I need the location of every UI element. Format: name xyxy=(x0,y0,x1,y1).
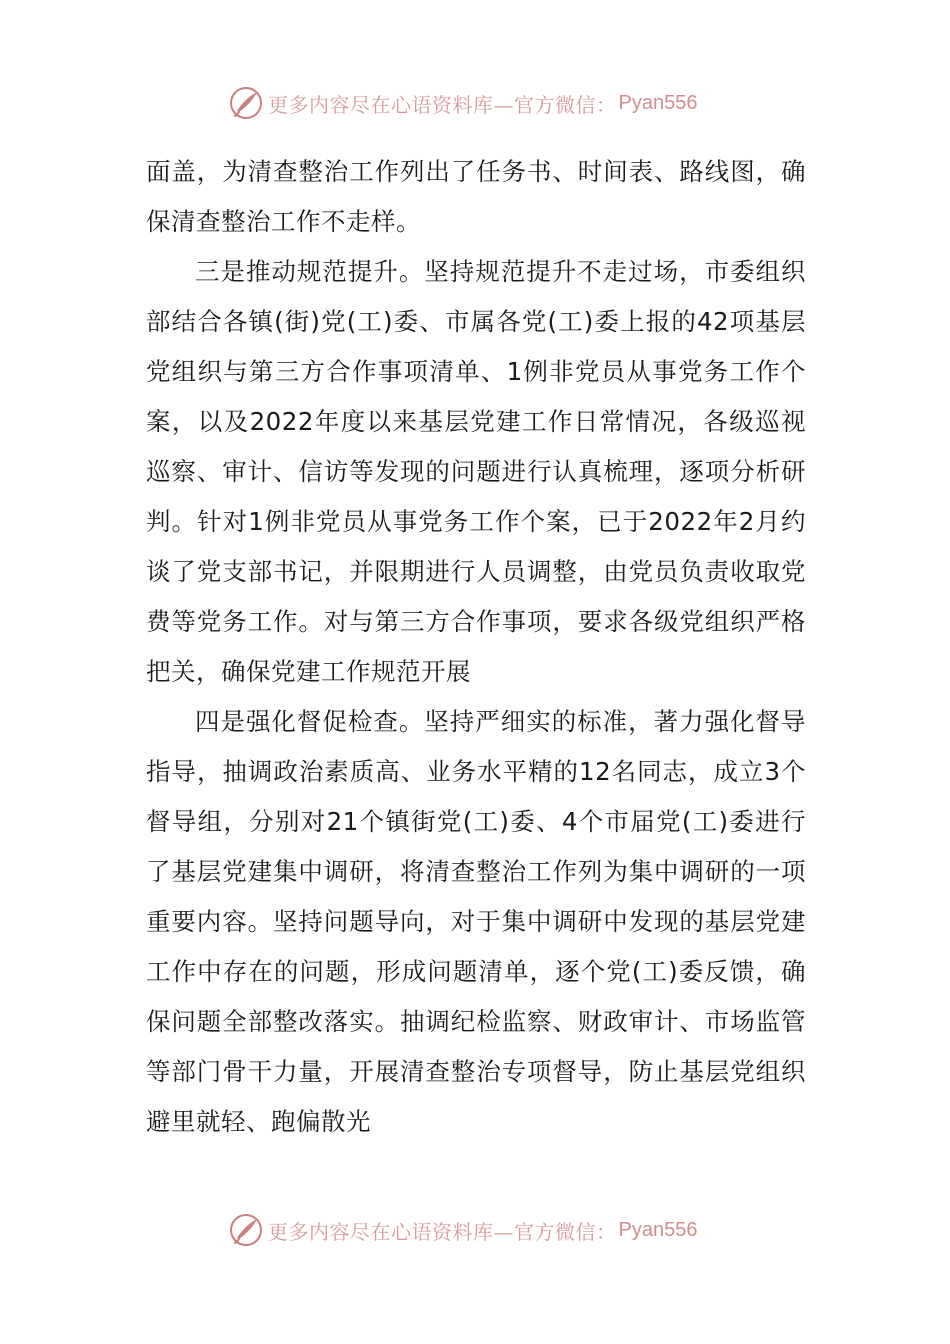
footer-watermark xyxy=(228,1210,748,1250)
header-watermark xyxy=(228,83,748,123)
document-body xyxy=(146,147,806,1147)
paragraph-standardization: 三是推动规范提升。坚持规范提升不走过场，市委组织部结合各镇(街)党(工)委、市属各党(工)委上报的42项基层党组织与第三方合作事项清单、1例非党员从事党务工作个案，以及2022年度以来基层党建工作日常情况，各级巡视巡察、审计、信访等发现的问题进行认真梳理，逐项分析研判。针对1例非党员从事党务工作个案，已于2022年2月约谈了党支部书记，并限期进行人员调整，由党员负责收取党费等党务工作。对与第三方合作事项，要求各级党组织严格把关，确保党建工作规范开展 xyxy=(146,257,806,686)
watermark-text: 更多内容尽在心语资料库—官方微信： xyxy=(268,1219,617,1244)
watermark-text: 更多内容尽在心语资料库—官方微信： xyxy=(268,92,617,117)
paragraph-continuation: 面盖，为清查整治工作列出了任务书、时间表、路线图，确保清查整治工作不走样。 xyxy=(146,157,806,236)
quill-pen-logo-icon xyxy=(228,85,264,121)
watermark-wechat-id: Pyan556 xyxy=(618,91,698,114)
watermark-wechat-id: Pyan556 xyxy=(618,1218,698,1241)
quill-pen-logo-icon xyxy=(228,1212,264,1248)
paragraph-supervision: 四是强化督促检查。坚持严细实的标准，著力强化督导指导，抽调政治素质高、业务水平精的12名同志，成立3个督导组，分别对21个镇街党(工)委、4个市届党(工)委进行了基层党建集中调研，将清查整治工作列为集中调研的一项重要内容。坚持问题导向，对于集中调研中发现的基层党建工作中存在的问题，形成问题清单，逐个党(工)委反馈，确保问题全部整改落实。抽调纪检监察、财政审计、市场监管等部门骨干力量，开展清查整治专项督导，防止基层党组织避里就轻、跑偏散光 xyxy=(146,707,806,1136)
